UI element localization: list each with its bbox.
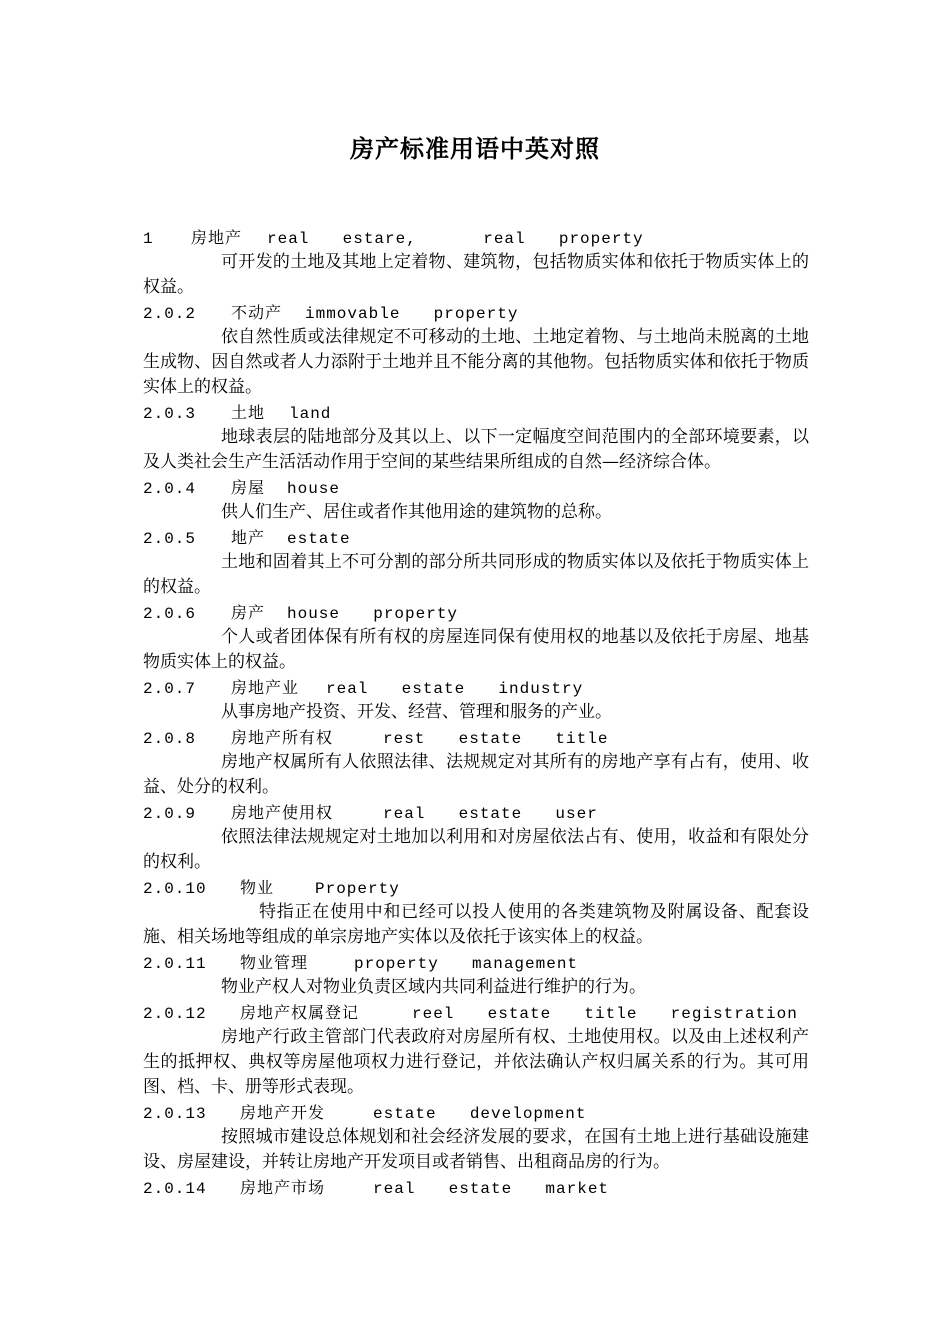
- entry-term-en: rest estate title: [383, 730, 609, 748]
- entry-heading: [143, 950, 809, 975]
- entry-term-zh: 房地产所有权: [231, 728, 334, 747]
- entry: [143, 950, 809, 1000]
- entry: [143, 225, 809, 300]
- entry-term-en: land: [289, 405, 332, 423]
- entry: [143, 1100, 809, 1175]
- entry-number: 2.0.8: [143, 730, 197, 748]
- entry-term-zh: 房地产权属登记: [240, 1003, 360, 1022]
- entry-heading: [143, 1000, 809, 1025]
- entry-number: 2.0.13: [143, 1105, 207, 1123]
- entry: [143, 525, 809, 600]
- entry-definition: 依照法律法规规定对土地加以利用和对房屋依法占有、使用，收益和有限处分的权利。: [143, 827, 809, 872]
- entry-term-en: Property: [315, 880, 400, 898]
- entry-number: 2.0.10: [143, 880, 207, 898]
- entry-term-zh: 土地: [231, 403, 266, 422]
- entry-term-en: real estate market: [373, 1180, 610, 1198]
- entry-term-en: estate development: [373, 1105, 587, 1123]
- entry-term-en: real estate user: [383, 805, 598, 823]
- entry-definition: 供人们生产、居住或者作其他用途的建筑物的总称。: [221, 502, 612, 522]
- entry-definition: 可开发的土地及其地上定着物、建筑物，包括物质实体和依托于物质实体上的权益。: [143, 252, 809, 297]
- entry-term-en: immovable property: [305, 305, 519, 323]
- entry-term-zh: 房地产: [191, 228, 243, 247]
- entry-heading: [143, 400, 809, 425]
- entry: [143, 400, 809, 475]
- entry-definition: 地球表层的陆地部分及其以上、以下一定幅度空间范围内的全部环境要素，以及人类社会生产生活活动作用于空间的某些结果所组成的自然—经济综合体。: [143, 427, 809, 472]
- entry-number: 1: [143, 230, 154, 248]
- entry-term-zh: 房地产使用权: [231, 803, 334, 822]
- entry-term-en: house property: [287, 605, 459, 623]
- entry-number: 2.0.7: [143, 680, 197, 698]
- entry-heading: [143, 800, 809, 825]
- entry-term-zh: 房地产市场: [240, 1178, 326, 1197]
- entry: [143, 600, 809, 675]
- entry-number: 2.0.5: [143, 530, 197, 548]
- entry-heading: [143, 1175, 809, 1200]
- entry-number: 2.0.14: [143, 1180, 207, 1198]
- entry-term-en: real estare, real property: [267, 230, 644, 248]
- entry-heading: [143, 1100, 809, 1125]
- entry-definition: 物业产权人对物业负责区域内共同利益进行维护的行为。: [221, 977, 646, 997]
- entry-definition: 特指正在使用中和已经可以投人使用的各类建筑物及附属设备、配套设施、相关场地等组成的单宗房地产实体以及依托于该实体上的权益。: [143, 902, 809, 947]
- entry-heading: [143, 600, 809, 625]
- entry-heading: [143, 525, 809, 550]
- entry: [143, 1175, 809, 1200]
- entry-term-zh: 房屋: [231, 478, 266, 497]
- entry: [143, 800, 809, 875]
- entry: [143, 300, 809, 400]
- entry-definition: 房地产权属所有人依照法律、法规规定对其所有的房地产享有占有，使用、收益、处分的权利。: [143, 752, 809, 797]
- entry-term-en: real estate industry: [326, 680, 584, 698]
- entry-definition: 土地和固着其上不可分割的部分所共同形成的物质实体以及依托于物质实体上的权益。: [143, 552, 809, 597]
- entry-heading: [143, 725, 809, 750]
- entry: [143, 475, 809, 525]
- entry-definition: 从事房地产投资、开发、经营、管理和服务的产业。: [221, 702, 612, 722]
- entry-definition: 按照城市建设总体规划和社会经济发展的要求，在国有土地上进行基础设施建设、房屋建设，并转让房地产开发项目或者销售、出租商品房的行为。: [143, 1127, 809, 1172]
- entry-term-en: property management: [354, 955, 579, 973]
- entry: [143, 725, 809, 800]
- entry: [143, 875, 809, 950]
- entry-term-zh: 不动产: [231, 303, 283, 322]
- entry-number: 2.0.11: [143, 955, 207, 973]
- entry-term-zh: 房地产开发: [240, 1103, 326, 1122]
- entry-definition: 个人或者团体保有所有权的房屋连同保有使用权的地基以及依托于房屋、地基物质实体上的权益。: [143, 627, 809, 672]
- entry-number: 2.0.3: [143, 405, 197, 423]
- document-title: 房产标准用语中英对照: [350, 135, 600, 163]
- entry-number: 2.0.6: [143, 605, 197, 623]
- entry-term-zh: 地产: [231, 528, 266, 547]
- entry-term-zh: 物业: [240, 878, 275, 897]
- entry-definition: 依自然性质或法律规定不可移动的土地、土地定着物、与土地尚未脱离的土地生成物、因自然或者人力添附于土地并且不能分离的其他物。包括物质实体和依托于物质实体上的权益。: [143, 327, 809, 397]
- entry-term-zh: 房产: [231, 603, 266, 622]
- entry-heading: [143, 475, 809, 500]
- entry-heading: [143, 875, 809, 900]
- entry-definition: 房地产行政主管部门代表政府对房屋所有权、土地使用权。以及由上述权利产生的抵押权、典权等房屋他项权力进行登记，并依法确认产权归属关系的行为。其可用图、档、卡、册等形式表现。: [143, 1027, 809, 1097]
- entry-number: 2.0.12: [143, 1005, 207, 1023]
- entry: [143, 1000, 809, 1100]
- entry-term-en: reel estate title registration: [412, 1005, 798, 1023]
- entry-heading: [143, 675, 809, 700]
- entry-number: 2.0.2: [143, 305, 197, 323]
- document-body: [143, 225, 809, 1200]
- entry-term-zh: 房地产业: [231, 678, 300, 697]
- entry-number: 2.0.4: [143, 480, 197, 498]
- entry-term-en: house: [287, 480, 341, 498]
- entry: [143, 675, 809, 725]
- entry-heading: [143, 300, 809, 325]
- entry-term-en: estate: [287, 530, 351, 548]
- entry-number: 2.0.9: [143, 805, 197, 823]
- entry-heading: [143, 225, 809, 250]
- entry-term-zh: 物业管理: [240, 953, 309, 972]
